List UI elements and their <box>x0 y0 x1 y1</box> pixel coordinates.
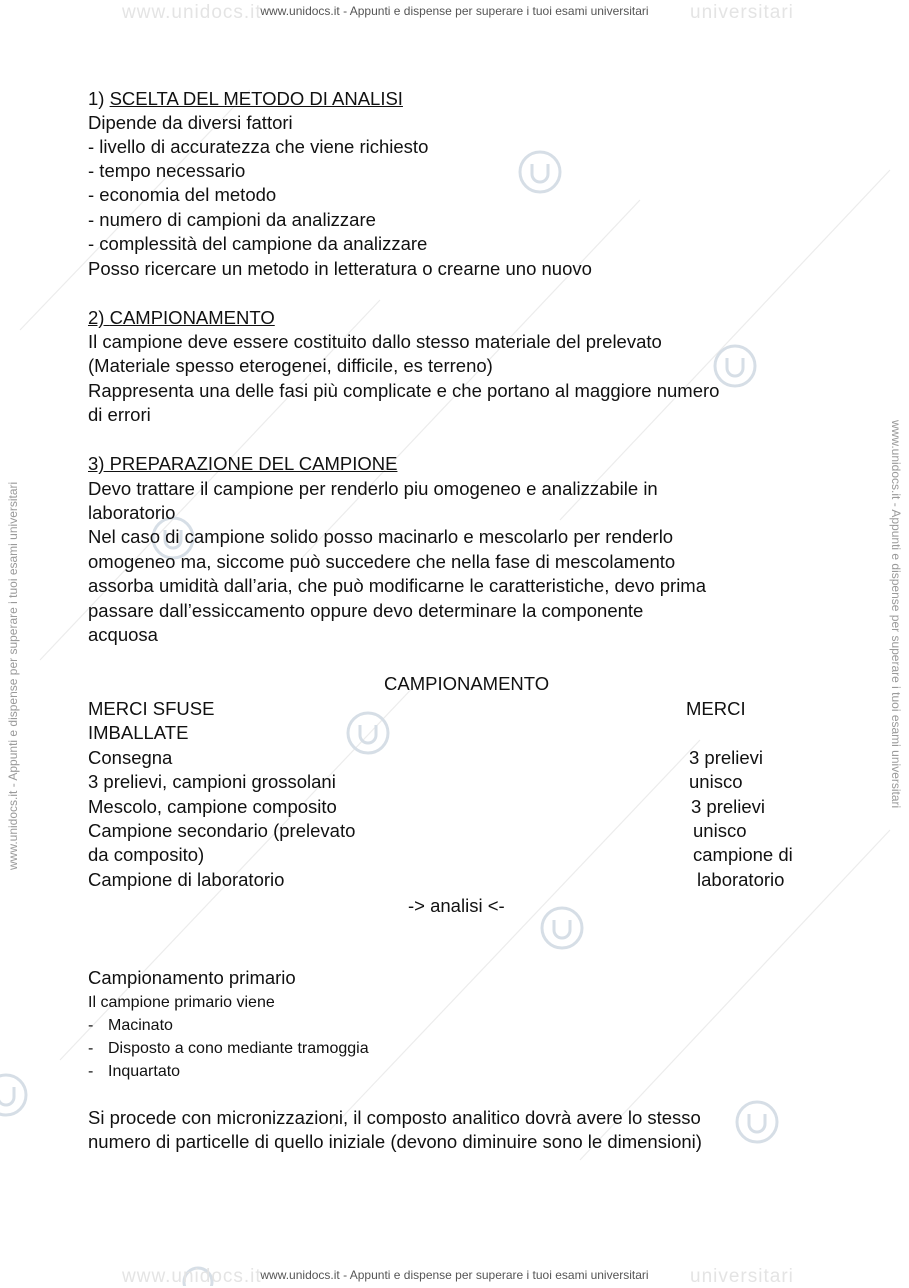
bullet-dash: - <box>88 1040 94 1057</box>
s3-line: passare dall’essiccamento oppure devo determinare la componente <box>88 600 644 621</box>
s3-line: omogeneo ma, siccome può succedere che nella fase di mescolamento <box>88 551 676 572</box>
primary-bullet-text: Disposto a cono mediante tramoggia <box>108 1040 369 1057</box>
bullet-dash: - <box>88 1017 94 1034</box>
section-1-heading <box>88 87 403 111</box>
closing-line: numero di particelle di quello iniziale (devono diminuire sono le dimensioni) <box>88 1131 702 1152</box>
scheme-left-item: Consegna <box>88 747 173 768</box>
section-2-number: 2) <box>88 307 105 328</box>
primary-intro: Il campione primario viene <box>88 994 275 1011</box>
s1-line: - tempo necessario <box>88 160 246 181</box>
scheme-right-header-cont: IMBALLATE <box>88 722 189 743</box>
s2-line: di errori <box>88 404 151 425</box>
scheme-right-item: unisco <box>693 820 747 841</box>
s3-line: laboratorio <box>88 502 176 523</box>
s2-line: Il campione deve essere costituito dallo stesso materiale del prelevato <box>88 331 662 352</box>
scheme-left-header: MERCI SFUSE <box>88 698 215 719</box>
scheme-left-item: Campione di laboratorio <box>88 869 285 890</box>
s3-line: Devo trattare il campione per renderlo piu omogeneo e analizzabile in <box>88 478 658 499</box>
ghost-banner-left: www.unidocs.it <box>122 2 262 23</box>
section-1-title: SCELTA DEL METODO DI ANALISI <box>109 88 403 109</box>
s1-line: Posso ricercare un metodo in letteratura o crearne uno nuovo <box>88 258 592 279</box>
scheme-right-item: 3 prelievi <box>689 747 764 768</box>
primary-bullet-text: Inquartato <box>108 1063 181 1080</box>
section-2-heading <box>88 306 275 330</box>
primary-bullet <box>88 1014 173 1038</box>
scheme-right-item: laboratorio <box>697 869 785 890</box>
ghost-banner-right-bottom: universitari <box>690 1266 794 1287</box>
scheme-left-item: Mescolo, campione composito <box>88 796 337 817</box>
scheme-left-item: da composito) <box>88 844 205 865</box>
s2-line: Rappresenta una delle fasi più complicate e che portano al maggiore numero <box>88 380 720 401</box>
scheme-right-item: unisco <box>689 771 743 792</box>
scheme-right-header: MERCI <box>686 698 746 719</box>
s1-line: - livello di accuratezza che viene richiesto <box>88 136 429 157</box>
s1-line: - complessità del campione da analizzare <box>88 233 428 254</box>
scheme-title: CAMPIONAMENTO <box>384 673 550 694</box>
primary-bullet-text: Macinato <box>108 1017 173 1034</box>
primary-title: Campionamento primario <box>88 967 296 988</box>
s1-line: Dipende da diversi fattori <box>88 112 293 133</box>
scheme-right-item: campione di <box>693 844 793 865</box>
s3-line: assorba umidità dall’aria, che può modificarne le caratteristiche, devo prima <box>88 575 706 596</box>
s3-line: acquosa <box>88 624 158 645</box>
s1-line: - economia del metodo <box>88 184 277 205</box>
section-1-number: 1) <box>88 88 105 109</box>
side-banner-right: www.unidocs.it - Appunti e dispense per superare i tuoi esami universitari <box>889 420 903 809</box>
primary-bullet <box>88 1060 180 1084</box>
side-banner-left: www.unidocs.it - Appunti e dispense per superare i tuoi esami universitari <box>6 481 20 870</box>
footer-banner: www.unidocs.it - Appunti e dispense per superare i tuoi esami universitari <box>260 1268 649 1282</box>
ghost-banner-left-bottom: www.unidocs.it <box>122 1266 262 1287</box>
s1-line: - numero di campioni da analizzare <box>88 209 376 230</box>
section-3-heading: 3) PREPARAZIONE DEL CAMPIONE <box>88 453 398 474</box>
bullet-dash: - <box>88 1063 94 1080</box>
scheme-right-item: 3 prelievi <box>691 796 766 817</box>
closing-line: Si procede con micronizzazioni, il composto analitico dovrà avere lo stesso <box>88 1107 701 1128</box>
scheme-left-item: Campione secondario (prelevato <box>88 820 356 841</box>
section-2-title: CAMPIONAMENTO <box>109 307 275 328</box>
ghost-banner-right: universitari <box>690 2 794 23</box>
header-banner: www.unidocs.it - Appunti e dispense per superare i tuoi esami universitari <box>260 4 649 18</box>
scheme-left-item: 3 prelievi, campioni grossolani <box>88 771 336 792</box>
s3-line: Nel caso di campione solido posso macinarlo e mescolarlo per renderlo <box>88 526 674 547</box>
scheme-footer: -> analisi <- <box>408 895 505 916</box>
primary-bullet <box>88 1037 369 1061</box>
s2-line: (Materiale spesso eterogenei, difficile, es terreno) <box>88 355 493 376</box>
